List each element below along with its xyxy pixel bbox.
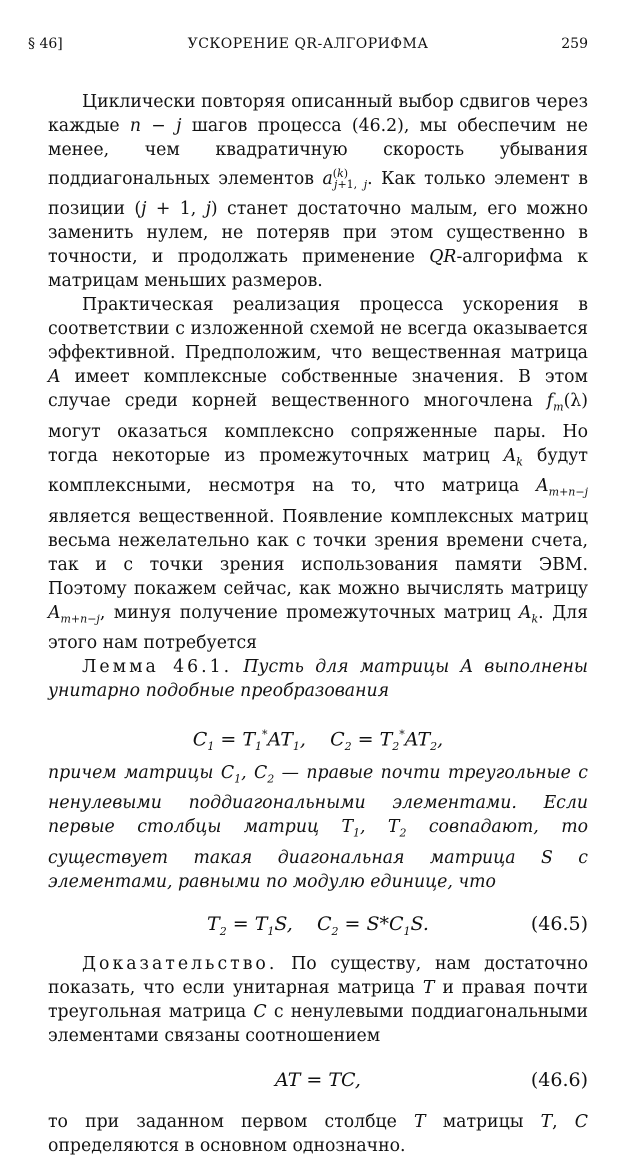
running-head bbox=[28, 36, 588, 60]
formula-46-6: AT = TC, (46.6) bbox=[48, 1060, 588, 1100]
page-body bbox=[48, 90, 588, 1158]
lemma-continuation: причем матрицы $C_1$, $C_2$ — правые почти треугольные с ненулевыми поддиагональными элементами. Если первые столбцы матриц $T_1$, $T_2$ совпадают, то существует такая диагональная матрица S с элементами, равными по модулю единице, что bbox=[48, 763, 589, 892]
equation-number-46-5: (46.5) bbox=[530, 912, 588, 935]
formula-46-5: $T_2 = T_1S$, $C_2 = S*C_1S$. (46.5) bbox=[48, 904, 588, 944]
paragraph-conclusion: то при заданном первом столбце T матрицы T, C определяются в основном однозначно. bbox=[48, 1111, 588, 1156]
proof-paragraph: Доказательство. По существу, нам достаточно показать, что если унитарная матрица T и правая почти треугольная матрица C с ненулевыми поддиагональными элементами связаны соотношением bbox=[48, 953, 588, 1046]
proof-label: Доказательство. bbox=[82, 953, 278, 974]
section-marker: § 46] bbox=[28, 36, 63, 52]
page-number: 259 bbox=[561, 36, 588, 52]
formula-similarity-transforms: $C_1 = T_1^*AT_1$, $C_2 = T_2^*AT_2$, bbox=[192, 728, 444, 754]
lemma-label: Лемма 46.1. bbox=[82, 657, 233, 678]
running-title: УСКОРЕНИЕ QR-АЛГОРИФМА bbox=[187, 36, 429, 52]
paragraph-cyclic-shifts: Циклически повторяя описанный выбор сдвигов через каждые n − j шагов процесса (46.2), мы обеспечим не менее, чем квадратичную скорость убывания поддиагональных элементов $a^{(k)}_{j+1, j}$. Как только элемент в позиции (j + 1, j) станет достаточно малым, его можно заменить нулем, не потеряв при этом существенно в точности, и продолжать применение QR-алгорифма к матрицам меньших размеров. bbox=[48, 92, 589, 292]
equation-number-46-6: (46.6) bbox=[530, 1068, 588, 1091]
lemma-statement: Лемма 46.1. Пусть для матрицы A выполнены унитарно подобные преобразования bbox=[48, 657, 588, 702]
paragraph-practical-realization: Практическая реализация процесса ускорения в соответствии с изложенной схемой не всегда оказывается эффективной. Предположим, что вещественная матрица A имеет комплексные собственные значения. В этом случае среди корней вещественного многочлена $f_m(\lambda)$ могут оказаться комплексно сопряженные пары. Но тогда некоторые из промежуточных матриц $A_k$ будут комплексными, несмотря на то, что матрица $A_{m+n-j}$ является вещественной. Появление комплексных матриц весьма нежелательно как с точки зрения времени счета, так и с точки зрения использования памяти ЭВМ. Поэтому покажем сейчас, как можно вычислять матрицу $A_{m+n-j}$, минуя получение промежуточных матриц $A_k$. Для этого нам потребуется bbox=[48, 295, 588, 654]
